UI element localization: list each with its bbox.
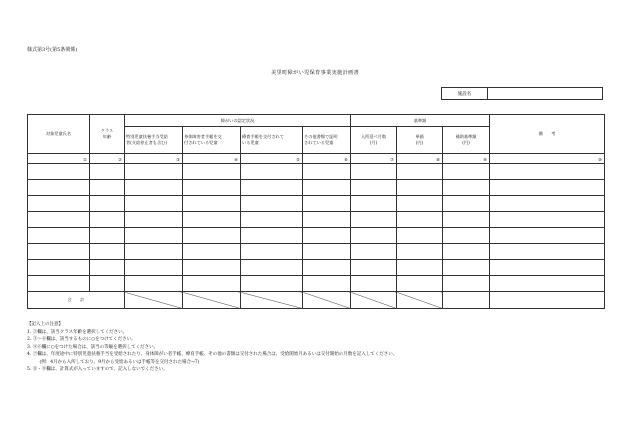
column-number: ⑧ — [397, 154, 443, 164]
column-number: ③ — [125, 154, 183, 164]
note-item: 4. ⑦欄は、年度途中に特別児童扶養手当を受給されたり、身体障がい者手帳、療育手帳、その他の書類は交付された場合は、受給開始月あるいは交付開始の月数を記入してください。 — [27, 352, 398, 357]
table-cell[interactable] — [351, 180, 397, 196]
table-cell[interactable] — [90, 164, 125, 180]
total-cell-disabled — [125, 292, 183, 309]
table-cell[interactable] — [125, 164, 183, 180]
column-number: ⑩ — [490, 154, 605, 164]
table-cell[interactable] — [183, 276, 241, 292]
table-cell[interactable] — [125, 180, 183, 196]
table-cell[interactable] — [397, 276, 443, 292]
table-cell[interactable] — [397, 228, 443, 244]
total-cell-disabled — [351, 292, 397, 309]
table-cell[interactable] — [397, 244, 443, 260]
table-cell[interactable] — [90, 180, 125, 196]
table-row — [28, 180, 605, 196]
table-cell[interactable] — [90, 276, 125, 292]
column-number: ⑥ — [303, 154, 351, 164]
header-special-allowance: 特別児童扶養手当受給 者(支給停止者も含む) — [125, 127, 183, 154]
table-cell[interactable] — [90, 196, 125, 212]
table-cell[interactable] — [125, 260, 183, 276]
table-row — [28, 276, 605, 292]
table-cell[interactable] — [397, 260, 443, 276]
table-cell[interactable] — [351, 276, 397, 292]
table-cell[interactable] — [183, 164, 241, 180]
table-cell[interactable] — [490, 244, 605, 260]
table-cell[interactable] — [90, 212, 125, 228]
total-cell-disabled — [303, 292, 351, 309]
table-row — [28, 164, 605, 180]
header-rehabilitation-cert: 療育手帳を交付されて いる児童 — [241, 127, 303, 154]
table-cell[interactable] — [443, 196, 490, 212]
table-cell[interactable] — [125, 228, 183, 244]
table-cell[interactable] — [125, 196, 183, 212]
note-item: 2. ③〜⑥欄は、該当するものに○をつけてください。 — [27, 337, 136, 342]
column-number: ⑦ — [351, 154, 397, 164]
table-cell[interactable] — [397, 212, 443, 228]
header-admission-months: 入所延べ月数 (月) — [351, 127, 397, 154]
table-cell[interactable] — [397, 180, 443, 196]
table-cell[interactable] — [90, 260, 125, 276]
table-cell[interactable] — [490, 196, 605, 212]
table-cell[interactable] — [490, 164, 605, 180]
table-cell[interactable] — [351, 260, 397, 276]
facility-name-label: 施設名 — [442, 88, 488, 100]
table-cell[interactable] — [28, 228, 90, 244]
column-number: ⑤ — [241, 154, 303, 164]
table-cell[interactable] — [490, 260, 605, 276]
table-cell[interactable] — [303, 212, 351, 228]
table-cell[interactable] — [303, 244, 351, 260]
table-cell[interactable] — [183, 212, 241, 228]
facility-name-field[interactable] — [488, 88, 603, 100]
table-cell[interactable] — [351, 212, 397, 228]
table-cell[interactable] — [183, 228, 241, 244]
table-cell[interactable] — [303, 196, 351, 212]
table-cell[interactable] — [90, 244, 125, 260]
table-cell[interactable] — [397, 196, 443, 212]
total-remarks-cell[interactable] — [490, 292, 605, 309]
table-cell[interactable] — [241, 212, 303, 228]
table-cell[interactable] — [443, 276, 490, 292]
table-cell[interactable] — [125, 276, 183, 292]
table-cell[interactable] — [303, 260, 351, 276]
header-subsidy-standard: 補助基準額 (円) — [443, 127, 490, 154]
total-cell-disabled — [397, 292, 443, 309]
header-other-documents: その他書類で証明 されている児童 — [303, 127, 351, 154]
header-standard-amount: 基準額 — [351, 115, 490, 127]
notes-heading: 【記入上の注意】 — [27, 322, 63, 327]
table-cell[interactable] — [303, 276, 351, 292]
entry-notes — [27, 321, 397, 374]
table-cell[interactable] — [443, 164, 490, 180]
table-cell[interactable] — [397, 164, 443, 180]
table-cell[interactable] — [490, 180, 605, 196]
table-cell[interactable] — [351, 228, 397, 244]
table-cell[interactable] — [490, 228, 605, 244]
column-number: ⑨ — [443, 154, 490, 164]
total-cell-disabled — [183, 292, 241, 309]
table-cell[interactable] — [28, 180, 90, 196]
table-cell[interactable] — [490, 212, 605, 228]
table-cell[interactable] — [443, 180, 490, 196]
header-unit-price: 単価 (円) — [397, 127, 443, 154]
table-cell[interactable] — [28, 164, 90, 180]
table-cell[interactable] — [241, 276, 303, 292]
table-row — [28, 244, 605, 260]
facility-name-box — [441, 87, 603, 100]
table-cell[interactable] — [183, 196, 241, 212]
total-subsidy-cell[interactable] — [443, 292, 490, 309]
table-row — [28, 260, 605, 276]
table-cell[interactable] — [443, 260, 490, 276]
note-item: 5. ⑧・⑨欄は、計算式が入っていますので、記入しないでください。 — [27, 367, 168, 372]
header-disability-status: 障がいの認定状況 — [125, 115, 351, 127]
total-cell-disabled — [241, 292, 303, 309]
header-class-age: クラス 年齢 — [90, 115, 125, 154]
table-cell[interactable] — [351, 244, 397, 260]
note-item: 1. ②欄は、該当クラス年齢を選択してください。 — [27, 329, 128, 335]
table-cell[interactable] — [28, 276, 90, 292]
header-remarks: 備 考 — [490, 115, 605, 154]
table-row — [28, 196, 605, 212]
table-cell[interactable] — [303, 228, 351, 244]
header-physical-disability-cert: 身体障害者手帳を交 付されている児童 — [183, 127, 241, 154]
table-cell[interactable] — [241, 164, 303, 180]
table-cell[interactable] — [443, 244, 490, 260]
table-cell[interactable] — [303, 180, 351, 196]
total-label: 合 計 — [28, 292, 125, 309]
table-cell[interactable] — [443, 212, 490, 228]
table-cell[interactable] — [125, 244, 183, 260]
column-number: ② — [90, 154, 125, 164]
table-cell[interactable] — [443, 228, 490, 244]
table-row — [28, 212, 605, 228]
note-item: 3. ④⑥欄に○をつけた場合は、該当の等級を選択してください。 — [27, 344, 159, 350]
table-cell[interactable] — [303, 164, 351, 180]
table-cell[interactable] — [241, 228, 303, 244]
table-cell[interactable] — [28, 260, 90, 276]
table-cell[interactable] — [183, 244, 241, 260]
table-cell[interactable] — [241, 260, 303, 276]
table-row — [28, 228, 605, 244]
table-cell[interactable] — [183, 260, 241, 276]
table-cell[interactable] — [490, 276, 605, 292]
table-cell[interactable] — [241, 244, 303, 260]
table-cell[interactable] — [183, 180, 241, 196]
table-cell[interactable] — [28, 244, 90, 260]
table-cell[interactable] — [125, 212, 183, 228]
table-cell[interactable] — [241, 180, 303, 196]
document-title: 美里町障がい児保育事業実施計画書 — [271, 70, 359, 76]
header-child-name: 対象児童氏名 — [28, 115, 90, 154]
note-item-example: (例：4月から入所しており、9月から受給あるいは手帳等を交付された場合→7) — [35, 359, 200, 365]
table-cell[interactable] — [90, 228, 125, 244]
column-number: ④ — [183, 154, 241, 164]
form-number: 様式第3号(第5条関係) — [27, 47, 78, 53]
plan-table — [27, 114, 605, 309]
table-cell[interactable] — [351, 164, 397, 180]
column-number: ① — [28, 154, 90, 164]
table-cell[interactable] — [28, 212, 90, 228]
table-cell[interactable] — [241, 196, 303, 212]
table-cell[interactable] — [28, 196, 90, 212]
table-cell[interactable] — [351, 196, 397, 212]
